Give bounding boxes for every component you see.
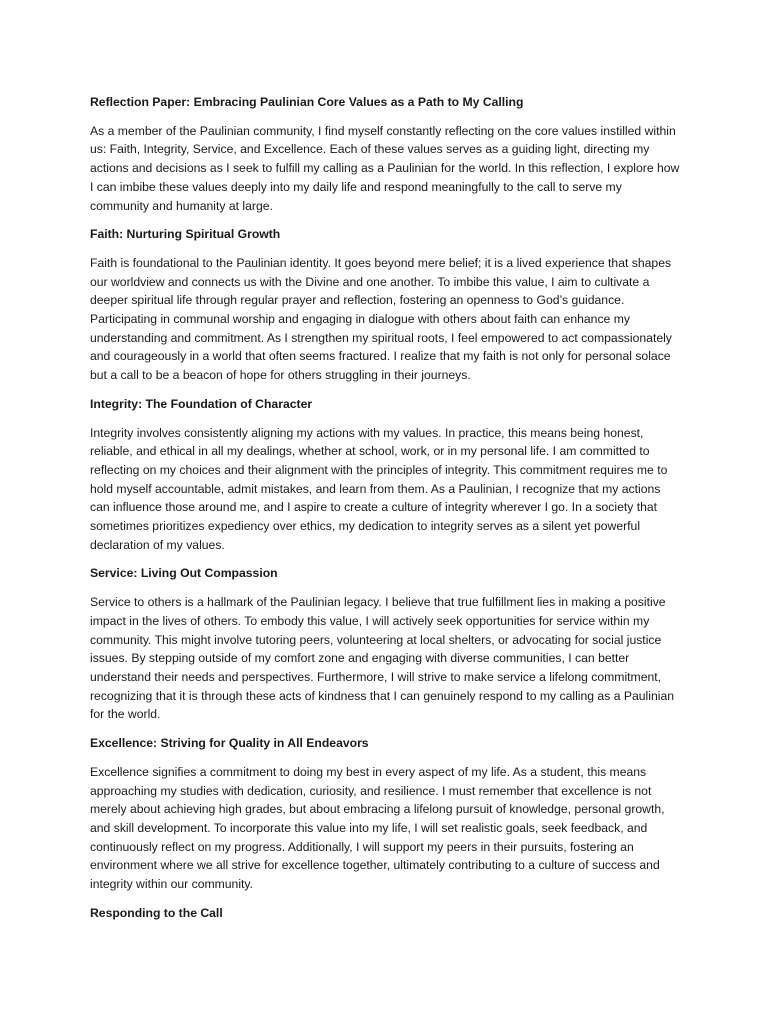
section-body-integrity: Integrity involves consistently aligning my actions with my values. In practice, this means being honest, reliable, and ethical in all my dealings, whether at school, work, or in my personal life. I am committed to reflecting on my choices and their alignment with the principles of integrity. This commitment requires me to hold myself accountable, admit mistakes, and learn from them. As a Paulinian, I recognize that my actions can influence those around me, and I aspire to create a culture of integrity wherever I go. In a society that sometimes prioritizes expediency over ethics, my dedication to integrity serves as a silent yet powerful declaration of my values. [90,425,668,552]
section-heading-integrity: Integrity: The Foundation of Character [90,396,313,411]
section-heading-service: Service: Living Out Compassion [90,566,278,581]
section-heading-excellence: Excellence: Striving for Quality in All Endeavors [90,736,369,751]
document-title: Reflection Paper: Embracing Paulinian Core Values as a Path to My Calling [90,95,524,109]
section-body-faith: Faith is foundational to the Paulinian identity. It goes beyond mere belief; it is a lived experience that shapes our worldview and connects us with the Divine and one another. To imbibe this value, I aim to cultivate a deeper spiritual life through regular prayer and reflection, fostering an openness to God’s guidance. Participating in communal worship and engaging in dialogue with others about faith can enhance my understanding and commitment. As I strengthen my spiritual roots, I feel empowered to act compassionately and courageously in a world that often seems fractured. I realize that my faith is not only for personal solace but a call to be a beacon of hope for others struggling in their journeys. [90,255,672,383]
section-heading-faith: Faith: Nurturing Spiritual Growth [90,227,281,242]
document-page [90,93,682,932]
section-body-service: Service to others is a hallmark of the Paulinian legacy. I believe that true fulfillment lies in making a positive impact in the lives of others. To embody this value, I will actively seek opportunities for service within my community. This might involve tutoring peers, volunteering at local shelters, or advocating for social justice issues. By stepping outside of my comfort zone and engaging with diverse communities, I can better understand their needs and perspectives. Furthermore, I will strive to make service a lifelong commitment, recognizing that it is through these acts of kindness that I can genuinely respond to my calling as a Paulinian for the world. [90,595,674,722]
section-heading-responding: Responding to the Call [90,905,223,920]
section-body-excellence: Excellence signifies a commitment to doing my best in every aspect of my life. As a student, this means approaching my studies with dedication, curiosity, and resilience. I must remember that excellence is not merely about achieving high grades, but about embracing a lifelong pursuit of knowledge, personal growth, and skill development. To incorporate this value into my life, I will set realistic goals, seek feedback, and continuously reflect on my progress. Additionally, I will support my peers in their pursuits, fostering an environment where we all strive for excellence together, ultimately contributing to a culture of success and integrity within our community. [90,764,665,892]
intro-paragraph: As a member of the Paulinian community, I find myself constantly reflecting on the core values instilled within us: Faith, Integrity, Service, and Excellence. Each of these values serves as a guiding light, directing my actions and decisions as I seek to fulfill my calling as a Paulinian for the world. In this reflection, I explore how I can imbibe these values deeply into my daily life and respond meaningfully to the call to serve my community and humanity at large. [90,123,680,213]
